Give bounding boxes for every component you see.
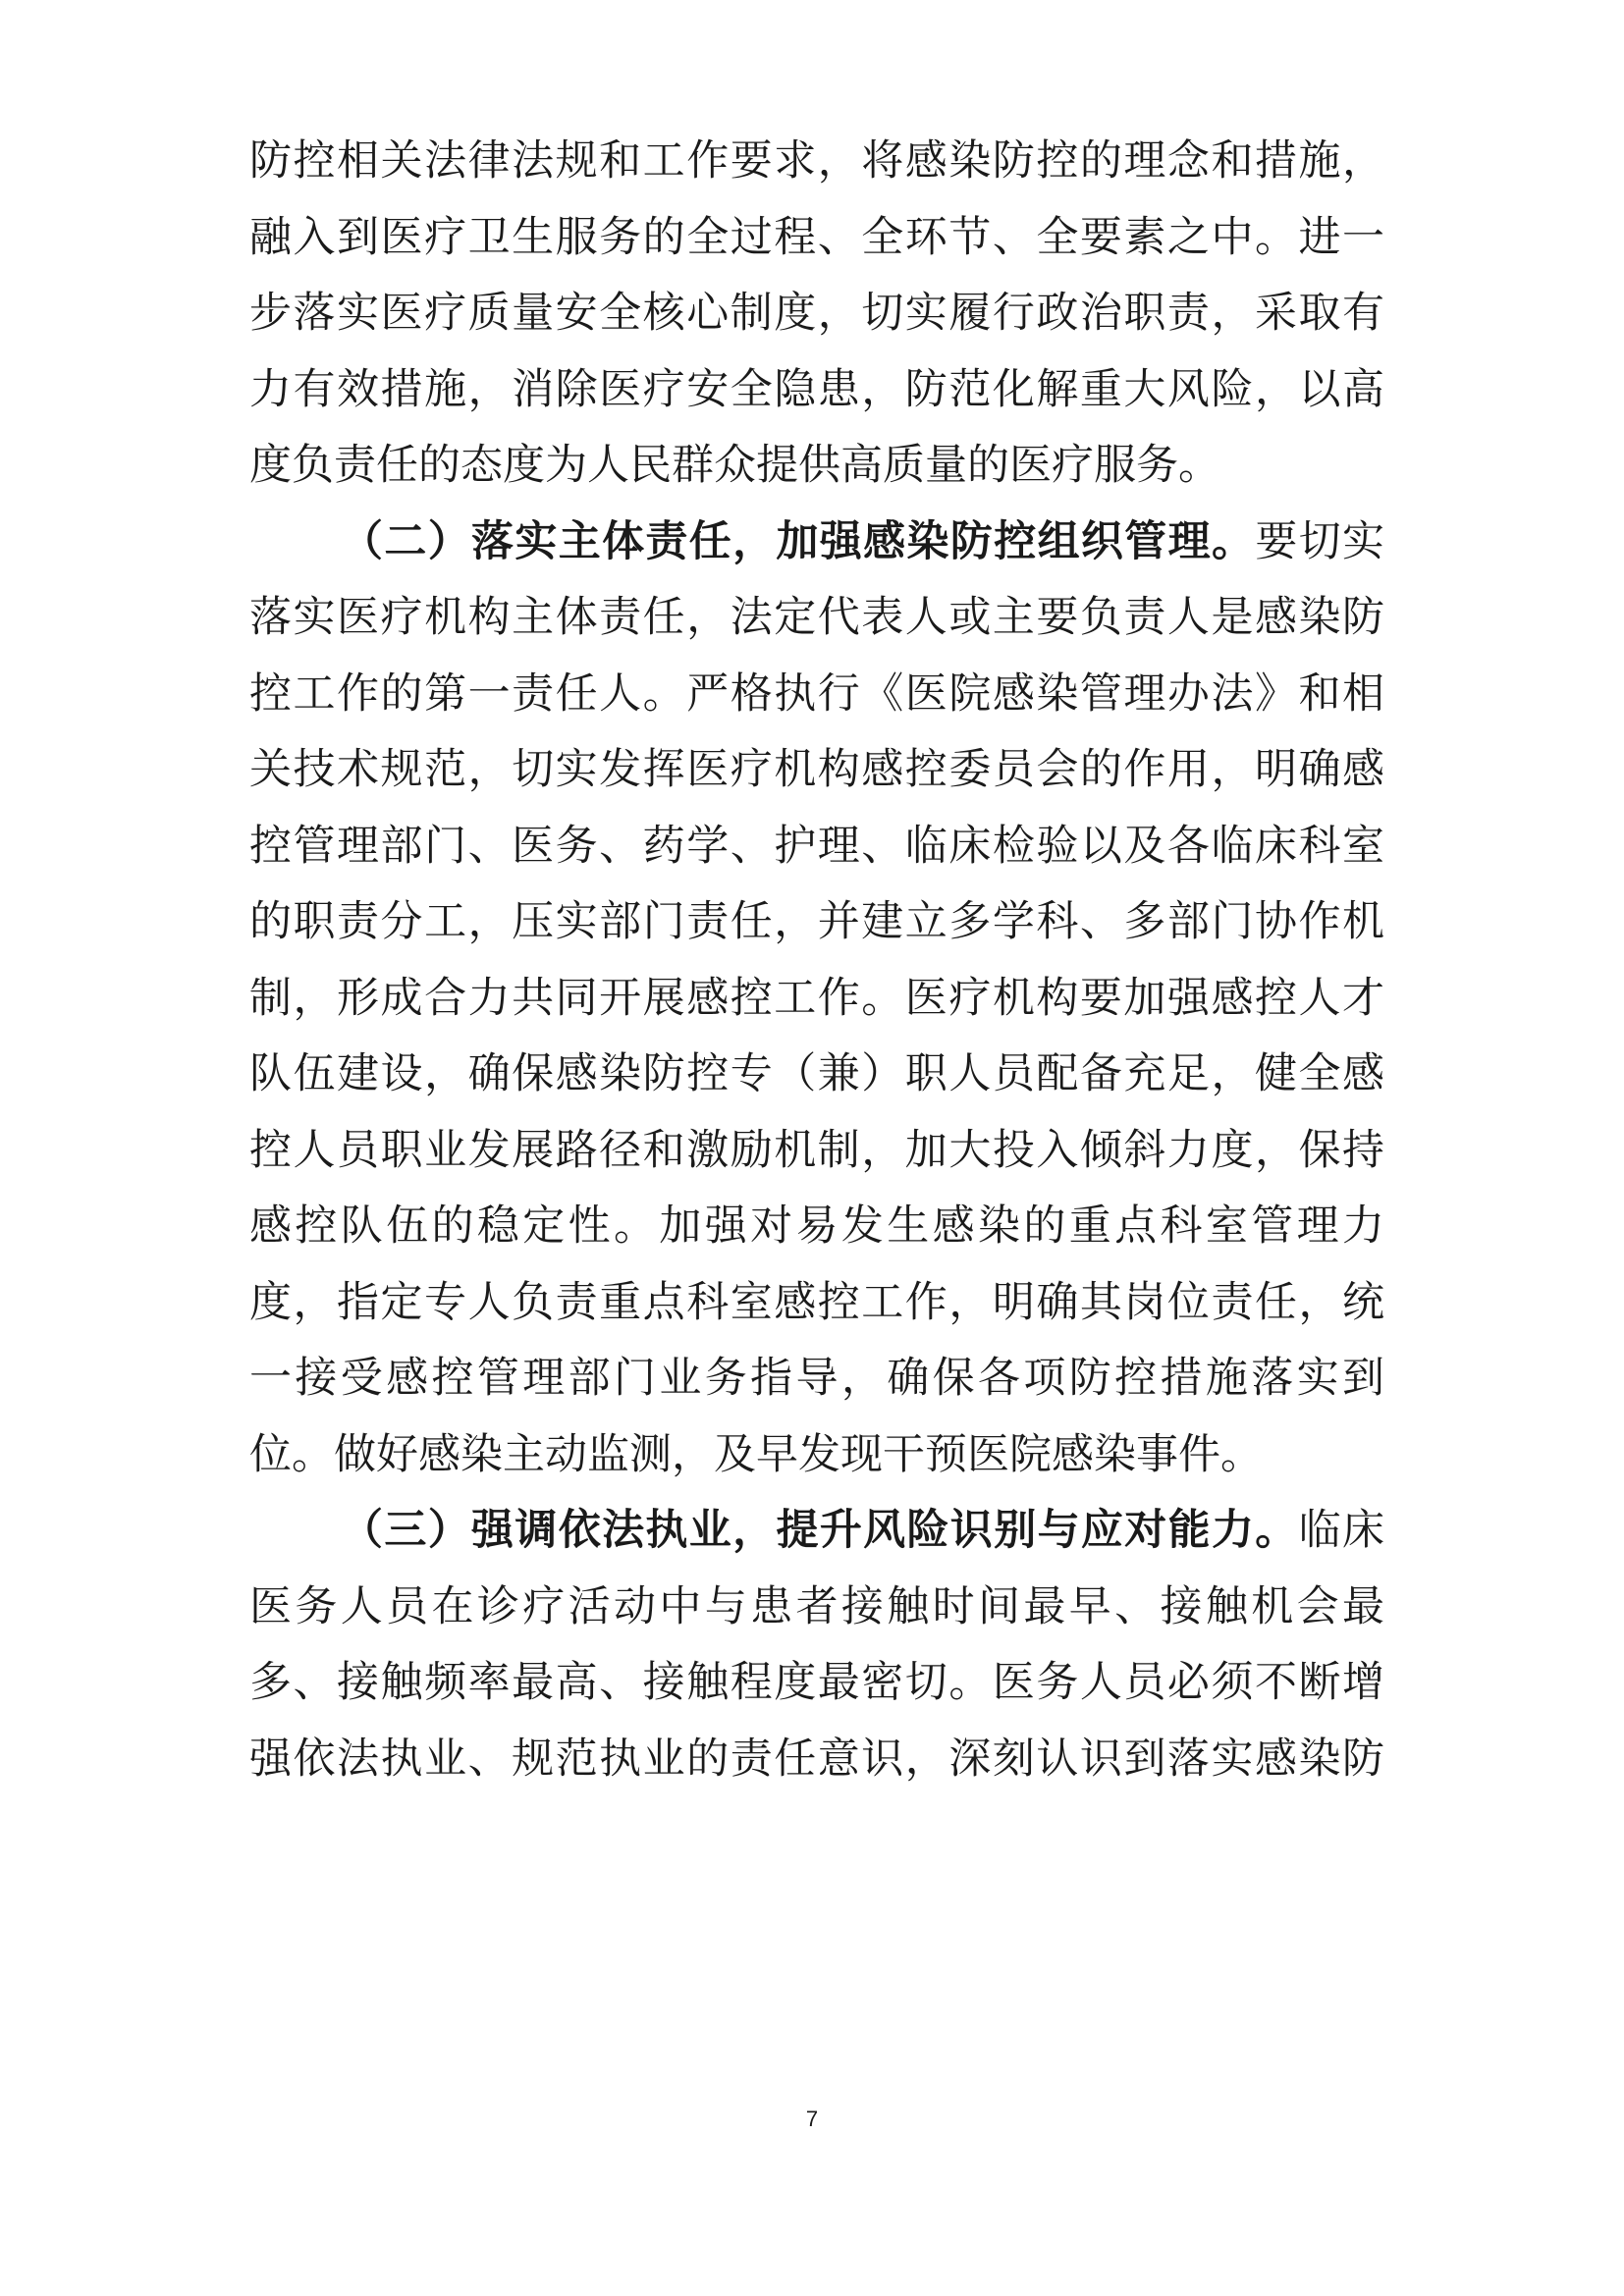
section-2-first-line-tail: 要切实 — [1255, 517, 1385, 566]
section-3-heading: （三）强调依法执业，提升风险识别与应对能力。 — [341, 1506, 1299, 1555]
paragraph-line: 防控相关法律法规和工作要求，将感染防控的理念和措施， — [249, 136, 1384, 186]
paragraph-line: 融入到医疗卫生服务的全过程、全环节、全要素之中。进一 — [249, 213, 1384, 262]
page-number: 7 — [805, 2107, 819, 2131]
paragraph-line: 一接受感控管理部门业务指导，确保各项防控措施落实到 — [249, 1354, 1384, 1403]
section-2-heading: （二）落实主体责任，加强感染防控组织管理。 — [341, 517, 1256, 566]
section-2-first-line — [341, 510, 1384, 573]
paragraph-line: 强依法执业、规范执业的责任意识，深刻认识到落实感染防 — [249, 1735, 1384, 1784]
paragraph-line: 步落实医疗质量安全核心制度，切实履行政治职责，采取有 — [249, 289, 1384, 338]
paragraph-line: 制，形成合力共同开展感控工作。医疗机构要加强感控人才 — [249, 974, 1384, 1023]
paragraph-line: 控人员职业发展路径和激励机制，加大投入倾斜力度，保持 — [249, 1126, 1384, 1175]
paragraph-line: 控工作的第一责任人。严格执行《医院感染管理办法》和相 — [249, 669, 1384, 719]
section-3-first-line-tail: 临床 — [1298, 1506, 1385, 1555]
paragraph-line: 控管理部门、医务、药学、护理、临床检验以及各临床科室 — [249, 822, 1384, 871]
paragraph-line: 感控队伍的稳定性。加强对易发生感染的重点科室管理力 — [249, 1201, 1384, 1251]
paragraph-line: 的职责分工，压实部门责任，并建立多学科、多部门协作机 — [249, 897, 1384, 946]
paragraph-line: 队伍建设，确保感染防控专（兼）职人员配备充足，健全感 — [249, 1049, 1384, 1098]
paragraph-line: 力有效措施，消除医疗安全隐患，防范化解重大风险，以高 — [249, 365, 1384, 414]
paragraph-line: 度，指定专人负责重点科室感控工作，明确其岗位责任，统 — [249, 1278, 1384, 1327]
paragraph-line: 关技术规范，切实发挥医疗机构感控委员会的作用，明确感 — [249, 745, 1384, 794]
paragraph-line: 度负责任的态度为人民群众提供高质量的医疗服务。 — [249, 441, 1220, 490]
paragraph-line: 医务人员在诊疗活动中与患者接触时间最早、接触机会最 — [249, 1582, 1384, 1631]
paragraph-line: 落实医疗机构主体责任，法定代表人或主要负责人是感染防 — [249, 593, 1384, 642]
paragraph-line: 多、接触频率最高、接触程度最密切。医务人员必须不断增 — [249, 1658, 1384, 1707]
paragraph-line: 位。做好感染主动监测，及早发现干预医院感染事件。 — [249, 1430, 1263, 1479]
section-3-first-line — [341, 1499, 1384, 1562]
